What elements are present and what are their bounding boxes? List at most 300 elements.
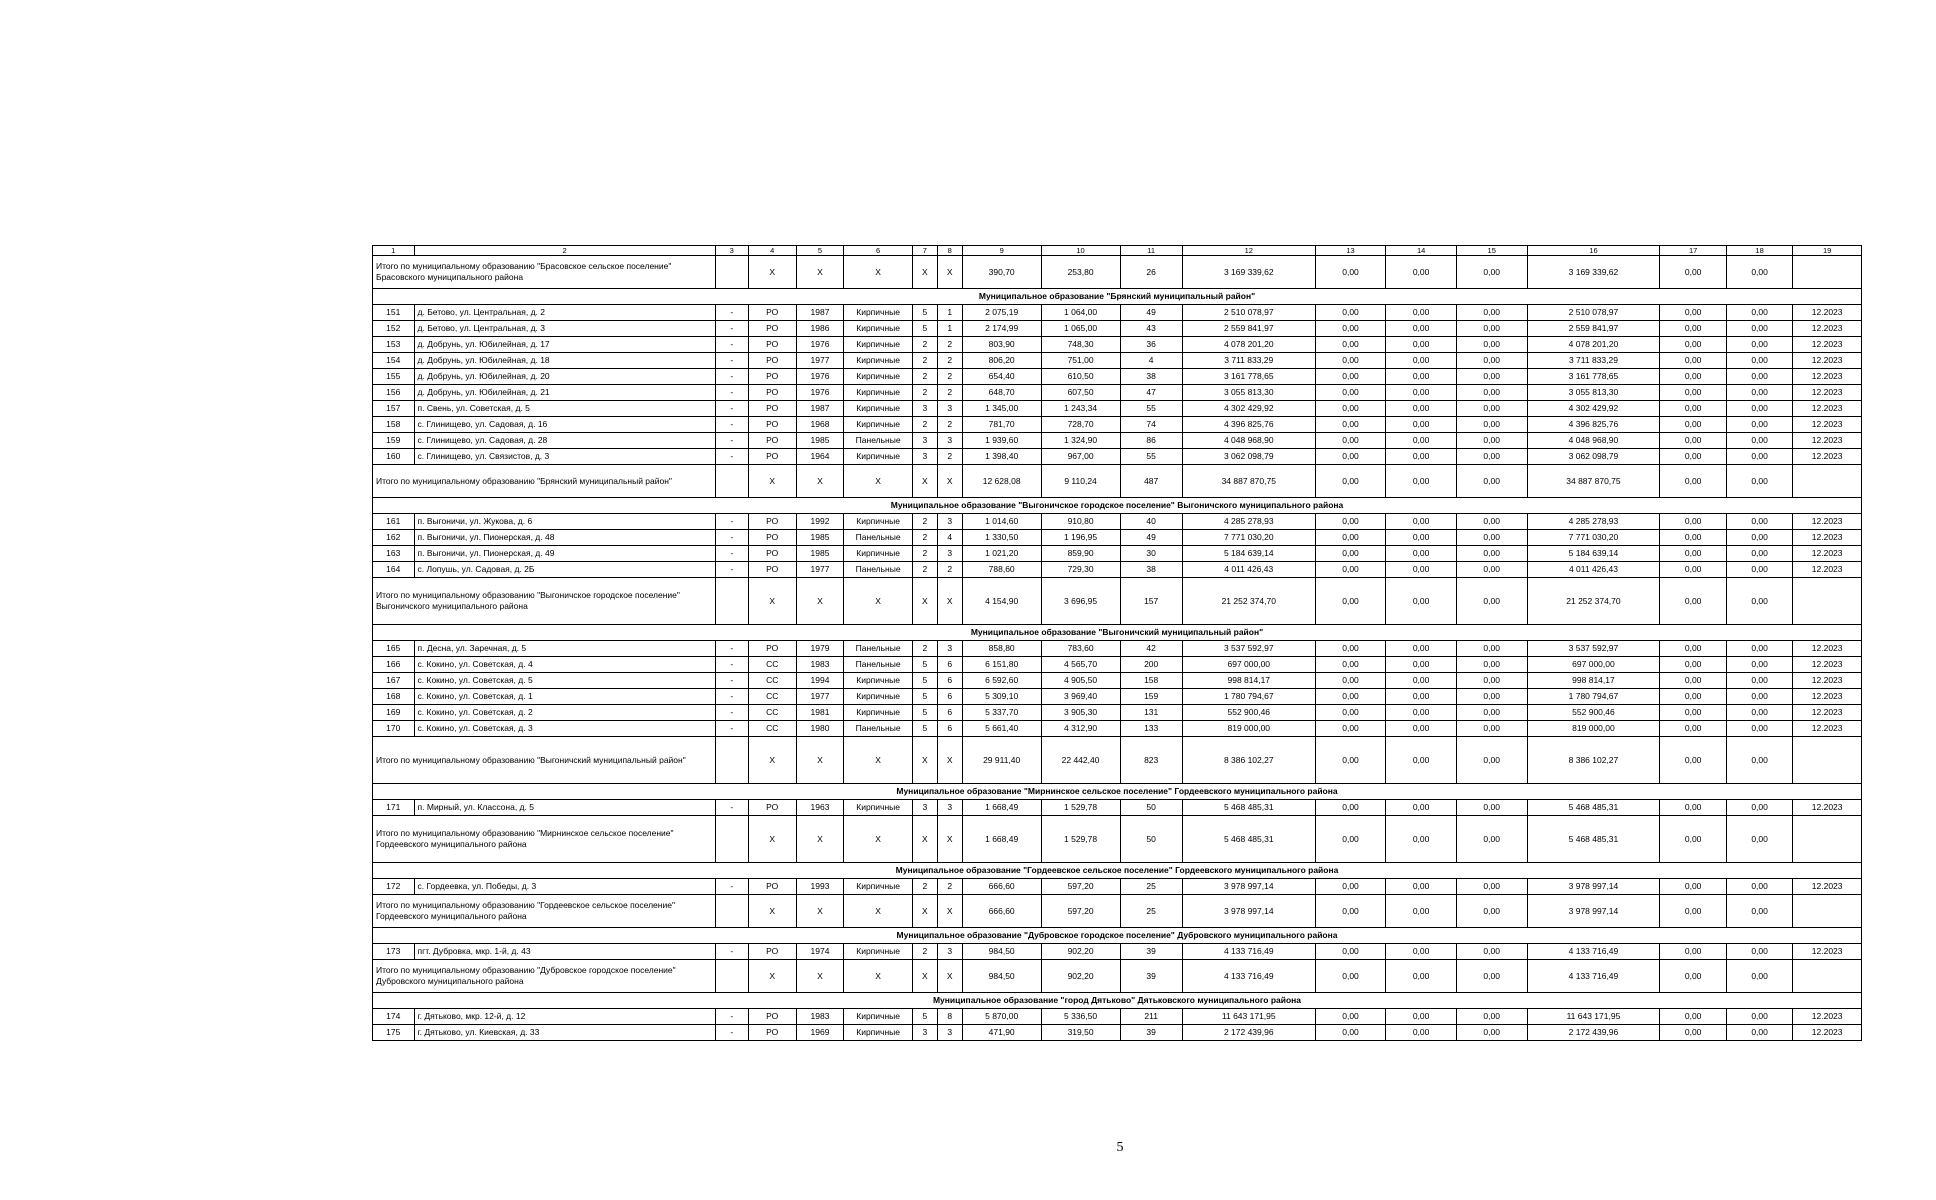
subtotal-cell: 253,80 [1041,256,1120,289]
table-cell: 3 537 592,97 [1527,641,1660,657]
table-cell: 3 [912,401,937,417]
subtotal-cell: 0,00 [1315,578,1386,625]
subtotal-cell: 0,00 [1660,578,1726,625]
table-cell: 3 [937,546,962,562]
table-cell: 1 [937,305,962,321]
subtotal-cell: X [912,578,937,625]
address-cell: п. Выгоничи, ул. Пионерская, д. 48 [414,530,715,546]
subtotal-cell: 0,00 [1660,465,1726,498]
table-cell: РО [748,449,796,465]
subtotal-cell: 4 133 716,49 [1182,960,1315,993]
table-cell: 0,00 [1315,673,1386,689]
table-cell: 0,00 [1386,1009,1457,1025]
table-cell: 0,00 [1726,641,1792,657]
table-cell: 0,00 [1660,449,1726,465]
table-cell: 0,00 [1315,337,1386,353]
section-header-row [373,784,1862,800]
table-row [373,369,1862,385]
subtotal-cell: 0,00 [1386,578,1457,625]
table-cell: 5 [912,673,937,689]
address-cell: г. Дятьково, ул. Киевская, д. 33 [414,1025,715,1041]
table-cell: СС [748,689,796,705]
table-cell: 0,00 [1315,449,1386,465]
table-row [373,721,1862,737]
table-cell: 1974 [796,944,844,960]
table-cell: 0,00 [1386,641,1457,657]
subtotal-cell: X [912,895,937,928]
subtotal-cell [1793,578,1862,625]
subtotal-cell: 0,00 [1315,816,1386,863]
table-cell: 2 [937,385,962,401]
table-cell: 2 [912,944,937,960]
table-cell: 998 814,17 [1182,673,1315,689]
table-cell: 0,00 [1726,879,1792,895]
subtotal-label: Итого по муниципальному образованию "Гордеевское сельское поселение" Гордеевского муниципального района [373,895,716,928]
subtotal-row [373,256,1862,289]
table-cell: 5 184 639,14 [1182,546,1315,562]
section-header-row [373,928,1862,944]
table-cell: РО [748,944,796,960]
table-cell: 1963 [796,800,844,816]
table-cell: Панельные [844,562,913,578]
subtotal-cell: X [844,465,913,498]
table-cell: 967,00 [1041,449,1120,465]
table-cell: 40 [1120,514,1182,530]
subtotal-cell: 0,00 [1386,816,1457,863]
table-row [373,641,1862,657]
table-cell: РО [748,433,796,449]
table-cell: 0,00 [1315,433,1386,449]
table-cell: 162 [373,530,415,546]
subtotal-cell: 0,00 [1726,256,1792,289]
table-cell: 5 468 485,31 [1527,800,1660,816]
table-cell: 12.2023 [1793,1025,1862,1041]
subtotal-cell: 0,00 [1660,256,1726,289]
table-cell: 8 [937,1009,962,1025]
subtotal-cell: 4 154,90 [962,578,1041,625]
subtotal-cell: X [748,578,796,625]
table-cell: 1980 [796,721,844,737]
table-cell: 0,00 [1726,546,1792,562]
subtotal-cell: 29 911,40 [962,737,1041,784]
table-cell: 0,00 [1726,673,1792,689]
table-cell: 7 771 030,20 [1527,530,1660,546]
table-row [373,705,1862,721]
address-cell: с. Глинищево, ул. Садовая, д. 28 [414,433,715,449]
table-cell: 152 [373,321,415,337]
table-cell: 157 [373,401,415,417]
table-cell: 729,30 [1041,562,1120,578]
table-cell: 751,00 [1041,353,1120,369]
table-cell: 3 161 778,65 [1182,369,1315,385]
table-row [373,800,1862,816]
table-cell: СС [748,657,796,673]
table-cell: 0,00 [1660,385,1726,401]
subtotal-cell: 0,00 [1456,816,1527,863]
subtotal-cell: X [937,578,962,625]
address-cell: д. Добрунь, ул. Юбилейная, д. 21 [414,385,715,401]
subtotal-cell: 1 529,78 [1041,816,1120,863]
subtotal-row [373,737,1862,784]
address-cell: с. Кокино, ул. Советская, д. 1 [414,689,715,705]
address-cell: с. Кокино, ул. Советская, д. 4 [414,657,715,673]
table-cell: 0,00 [1386,689,1457,705]
subtotal-cell: 39 [1120,960,1182,993]
table-cell: 175 [373,1025,415,1041]
table-cell: 3 [937,1025,962,1041]
subtotal-cell: X [844,895,913,928]
subtotal-cell: 0,00 [1726,578,1792,625]
table-cell: - [715,353,748,369]
subtotal-cell: X [796,256,844,289]
table-cell: 0,00 [1726,944,1792,960]
column-number: 4 [748,246,796,256]
subtotal-cell: X [844,256,913,289]
table-cell: РО [748,321,796,337]
table-cell: 0,00 [1315,546,1386,562]
subtotal-cell [1793,816,1862,863]
subtotal-cell: X [748,816,796,863]
table-cell: 0,00 [1726,530,1792,546]
table-cell: 0,00 [1456,369,1527,385]
table-cell: 0,00 [1386,321,1457,337]
subtotal-cell: 0,00 [1726,737,1792,784]
subtotal-cell [715,465,748,498]
table-cell: - [715,530,748,546]
table-row [373,689,1862,705]
table-cell: Кирпичные [844,514,913,530]
table-cell: 0,00 [1726,721,1792,737]
subtotal-cell: 0,00 [1315,895,1386,928]
table-cell: 211 [1120,1009,1182,1025]
table-cell: - [715,705,748,721]
table-cell: 2 172 439,96 [1182,1025,1315,1041]
table-cell: 748,30 [1041,337,1120,353]
table-cell: 5 [912,705,937,721]
table-cell: - [715,657,748,673]
table-cell: 0,00 [1456,673,1527,689]
table-cell: 1976 [796,337,844,353]
table-cell: 2 172 439,96 [1527,1025,1660,1041]
subtotal-row [373,895,1862,928]
table-cell: 819 000,00 [1182,721,1315,737]
section-header-row [373,289,1862,305]
table-cell: 12.2023 [1793,385,1862,401]
table-cell: 2 [912,546,937,562]
table-cell: 12.2023 [1793,514,1862,530]
table-cell: 6 [937,705,962,721]
table-row [373,1025,1862,1041]
subtotal-cell: X [912,960,937,993]
subtotal-cell: X [748,737,796,784]
address-cell: д. Добрунь, ул. Юбилейная, д. 20 [414,369,715,385]
table-cell: 4 048 968,90 [1182,433,1315,449]
table-cell: 1993 [796,879,844,895]
subtotal-cell: 0,00 [1660,960,1726,993]
subtotal-cell: 487 [1120,465,1182,498]
table-cell: 2 [937,353,962,369]
table-cell: 0,00 [1726,353,1792,369]
table-cell: Кирпичные [844,305,913,321]
table-cell: 0,00 [1726,433,1792,449]
table-cell: 0,00 [1315,321,1386,337]
table-cell: 0,00 [1386,337,1457,353]
subtotal-cell: 0,00 [1726,895,1792,928]
table-cell: 2 [912,385,937,401]
table-cell: 7 771 030,20 [1182,530,1315,546]
table-cell: 910,80 [1041,514,1120,530]
table-cell: 4 133 716,49 [1527,944,1660,960]
table-cell: 2 [937,879,962,895]
address-cell: с. Кокино, ул. Советская, д. 5 [414,673,715,689]
subtotal-cell: 0,00 [1456,578,1527,625]
table-cell: 552 900,46 [1527,705,1660,721]
table-cell: 12.2023 [1793,337,1862,353]
table-cell: 0,00 [1660,657,1726,673]
table-cell: 984,50 [962,944,1041,960]
table-cell: 0,00 [1315,657,1386,673]
table-cell: 0,00 [1726,385,1792,401]
table-cell: 3 062 098,79 [1182,449,1315,465]
table-cell: 1 324,90 [1041,433,1120,449]
table-cell: 2 559 841,97 [1527,321,1660,337]
table-cell: 55 [1120,401,1182,417]
table-cell: 4 285 278,93 [1182,514,1315,530]
table-cell: - [715,641,748,657]
table-cell: 5 184 639,14 [1527,546,1660,562]
subtotal-cell: 902,20 [1041,960,1120,993]
subtotal-cell: X [796,737,844,784]
table-cell: 12.2023 [1793,879,1862,895]
subtotal-cell [715,895,748,928]
table-cell: 38 [1120,369,1182,385]
table-cell: 0,00 [1660,641,1726,657]
table-cell: 0,00 [1726,1009,1792,1025]
table-cell: - [715,1009,748,1025]
section-title: Муниципальное образование "Гордеевское сельское поселение" Гордеевского муниципального района [373,863,1862,879]
subtotal-cell [1793,256,1862,289]
table-cell: 0,00 [1315,530,1386,546]
table-cell: 165 [373,641,415,657]
table-cell: 1983 [796,1009,844,1025]
subtotal-cell: 0,00 [1726,465,1792,498]
address-cell: д. Добрунь, ул. Юбилейная, д. 17 [414,337,715,353]
table-cell: 0,00 [1386,1025,1457,1041]
table-cell: 2 [937,337,962,353]
table-cell: 2 [912,641,937,657]
table-cell: 1983 [796,657,844,673]
subtotal-label: Итого по муниципальному образованию "Выгоничское городское поселение" Выгоничского муниципального района [373,578,716,625]
address-cell: п. Выгоничи, ул. Пионерская, д. 49 [414,546,715,562]
table-row [373,353,1862,369]
table-cell: 0,00 [1386,673,1457,689]
table-cell: 2 [937,449,962,465]
table-cell: 1 065,00 [1041,321,1120,337]
table-cell: 0,00 [1726,369,1792,385]
subtotal-cell [715,256,748,289]
table-cell: 169 [373,705,415,721]
table-cell: 4 078 201,20 [1182,337,1315,353]
subtotal-cell: 3 978 997,14 [1527,895,1660,928]
table-cell: Кирпичные [844,673,913,689]
subtotal-cell: 666,60 [962,895,1041,928]
table-cell: 1 243,34 [1041,401,1120,417]
table-row [373,944,1862,960]
table-cell: 3 978 997,14 [1182,879,1315,895]
table-cell: - [715,562,748,578]
subtotal-cell: 0,00 [1456,465,1527,498]
table-cell: 3 [912,1025,937,1041]
table-cell: 1 196,95 [1041,530,1120,546]
table-cell: 3 [937,514,962,530]
subtotal-cell: 0,00 [1456,737,1527,784]
table-cell: РО [748,385,796,401]
table-cell: 1992 [796,514,844,530]
table-cell: 0,00 [1456,641,1527,657]
subtotal-cell: X [937,256,962,289]
table-cell: РО [748,562,796,578]
table-cell: 0,00 [1315,417,1386,433]
column-number: 11 [1120,246,1182,256]
table-cell: 171 [373,800,415,816]
column-number: 19 [1793,246,1862,256]
table-cell: 0,00 [1386,562,1457,578]
table-cell: 3 969,40 [1041,689,1120,705]
table-cell: 2 [912,369,937,385]
table-cell: 1 021,20 [962,546,1041,562]
table-cell: 858,80 [962,641,1041,657]
table-cell: 25 [1120,879,1182,895]
subtotal-cell [1793,737,1862,784]
subtotal-cell: 0,00 [1386,256,1457,289]
table-cell: 0,00 [1315,641,1386,657]
table-cell: 2 [937,417,962,433]
table-cell: 4 312,90 [1041,721,1120,737]
subtotal-cell: X [844,578,913,625]
section-header-row [373,625,1862,641]
table-cell: 0,00 [1456,562,1527,578]
table-cell: 0,00 [1726,305,1792,321]
table-cell: 1985 [796,433,844,449]
subtotal-cell: 8 386 102,27 [1182,737,1315,784]
column-number: 15 [1456,246,1527,256]
subtotal-cell: 0,00 [1315,256,1386,289]
address-cell: с. Кокино, ул. Советская, д. 3 [414,721,715,737]
subtotal-cell [715,578,748,625]
table-cell: 5 336,50 [1041,1009,1120,1025]
table-cell: 0,00 [1315,1009,1386,1025]
table-cell: 0,00 [1315,944,1386,960]
table-cell: 2 [912,514,937,530]
table-cell: 654,40 [962,369,1041,385]
column-number: 6 [844,246,913,256]
table-cell: Кирпичные [844,689,913,705]
subtotal-cell: 390,70 [962,256,1041,289]
table-cell: 0,00 [1315,514,1386,530]
table-cell: 0,00 [1456,401,1527,417]
table-cell: 12.2023 [1793,641,1862,657]
table-cell: 1 398,40 [962,449,1041,465]
table-cell: 12.2023 [1793,449,1862,465]
subtotal-cell: X [937,960,962,993]
subtotal-cell [1793,960,1862,993]
table-cell: 166 [373,657,415,673]
table-cell: 6 151,80 [962,657,1041,673]
subtotal-row [373,578,1862,625]
table-cell: 2 174,99 [962,321,1041,337]
table-cell: 0,00 [1726,562,1792,578]
table-cell: 0,00 [1726,705,1792,721]
table-cell: 47 [1120,385,1182,401]
table-cell: 131 [1120,705,1182,721]
table-cell: СС [748,705,796,721]
table-cell: 697 000,00 [1527,657,1660,673]
table-cell: 1 780 794,67 [1182,689,1315,705]
subtotal-cell [715,816,748,863]
table-cell: 74 [1120,417,1182,433]
table-cell: 0,00 [1386,530,1457,546]
table-cell: 3 [912,433,937,449]
table-cell: 1987 [796,401,844,417]
subtotal-cell: 0,00 [1726,960,1792,993]
subtotal-cell: 0,00 [1660,895,1726,928]
subtotal-cell: 0,00 [1315,465,1386,498]
table-cell: 0,00 [1386,514,1457,530]
table-cell: 4 396 825,76 [1182,417,1315,433]
table-cell: 902,20 [1041,944,1120,960]
table-cell: Кирпичные [844,321,913,337]
column-number: 7 [912,246,937,256]
table-cell: 1977 [796,353,844,369]
column-number: 14 [1386,246,1457,256]
table-cell: 158 [373,417,415,433]
table-cell: 159 [373,433,415,449]
table-cell: - [715,449,748,465]
table-row [373,433,1862,449]
subtotal-cell: 50 [1120,816,1182,863]
table-cell: Кирпичные [844,705,913,721]
table-cell: 1 [937,321,962,337]
table-cell: 156 [373,385,415,401]
table-cell: Кирпичные [844,546,913,562]
table-cell: 173 [373,944,415,960]
table-cell: 552 900,46 [1182,705,1315,721]
table-cell: 0,00 [1386,417,1457,433]
subtotal-cell: 823 [1120,737,1182,784]
table-cell: 1979 [796,641,844,657]
table-cell: РО [748,417,796,433]
subtotal-cell: 21 252 374,70 [1182,578,1315,625]
table-cell: 0,00 [1456,305,1527,321]
address-cell: с. Лопушь, ул. Садовая, д. 2Б [414,562,715,578]
subtotal-cell: 26 [1120,256,1182,289]
table-row [373,657,1862,673]
section-header-row [373,863,1862,879]
table-cell: 4 302 429,92 [1182,401,1315,417]
subtotal-cell: 0,00 [1315,960,1386,993]
table-cell: 11 643 171,95 [1182,1009,1315,1025]
subtotal-row [373,960,1862,993]
table-cell: 4 [1120,353,1182,369]
table-cell: Кирпичные [844,385,913,401]
table-cell: 49 [1120,530,1182,546]
table-cell: 0,00 [1456,433,1527,449]
table-cell: 0,00 [1315,800,1386,816]
table-cell: 12.2023 [1793,417,1862,433]
table-cell: РО [748,530,796,546]
table-cell: 4 078 201,20 [1527,337,1660,353]
subtotal-cell: 0,00 [1456,256,1527,289]
